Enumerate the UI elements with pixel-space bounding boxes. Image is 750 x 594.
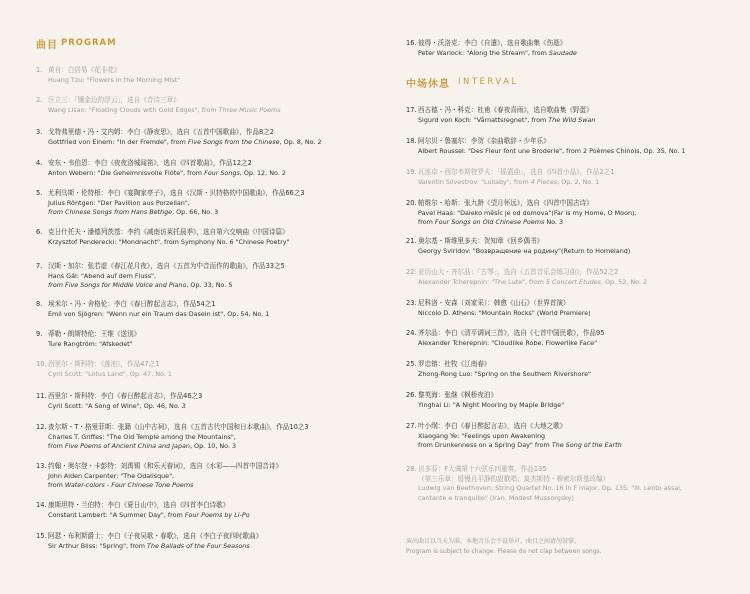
item-title-zh: 尤利乌斯・伦特根：李白《宴陶家亭子》，选自《汉斯・贝特格的中国歌曲》，作品66之3 <box>48 189 305 197</box>
item-text <box>48 228 388 247</box>
item-title-en-work: The Ballads of the Four Seasons <box>147 541 250 550</box>
item-title-en-text: Pavel Haas: "Daleko měsíc je od domova"(Far is my Home, O Moon), <box>418 208 637 217</box>
item-title-en <box>48 433 388 443</box>
program-item <box>36 423 388 452</box>
item-title-en-text: Peter Warlock: "Along the Stream", from <box>418 48 549 57</box>
item-text <box>48 532 388 551</box>
item-number: 8. <box>36 300 43 308</box>
item-title-en-work: Four Songs <box>204 168 240 177</box>
item-title-en-text: Charles T. Griffes: "The Old Temple among the Mountains", <box>48 432 236 441</box>
program-item <box>406 465 726 503</box>
program-item <box>36 96 388 115</box>
item-title-en <box>418 147 726 157</box>
item-title-zh: 阿尔贝・鲁塞尔：李贺《杂曲歌辞・少年乐》 <box>418 137 550 145</box>
item-number: 15. <box>36 532 47 540</box>
item-title-en-text: Niccolo D. Athens: "Mountain Rocks" (World Premiere) <box>418 308 591 317</box>
item-title-en <box>418 339 726 349</box>
item-text <box>418 137 726 156</box>
item-title-en <box>48 208 388 218</box>
item-number: 22. <box>406 268 417 276</box>
item-title-en-text: Xiaogang Ye: "Feelings upon Awakening <box>418 431 546 440</box>
item-title-zh: 康斯坦特・兰伯特：李白《夏日山中》，选自《四首李白诗歌》 <box>48 501 230 509</box>
item-title-en-text: Huang Tzu: "Flowers in the Morning Mist" <box>48 75 181 84</box>
item-text <box>418 360 726 379</box>
item-number: 16. <box>406 39 417 47</box>
item-number: 28. <box>406 465 417 473</box>
item-title-en-work: Four Poems by Li-Po <box>184 510 250 519</box>
item-number: 18. <box>406 137 417 145</box>
program-item <box>406 329 726 348</box>
item-number: 23. <box>406 299 417 307</box>
item-title-en-text: Yinghai Li: "A Night Mooring by Maple Bridge" <box>418 400 565 409</box>
item-title-zh: 黎英海：张继《枫桥夜泊》 <box>418 391 498 399</box>
program-item <box>406 39 726 58</box>
item-number: 4. <box>36 159 43 167</box>
item-title-en-work: The Song of the Earth <box>551 441 622 449</box>
item-title-en <box>418 116 726 126</box>
item-title-en <box>48 402 388 412</box>
program-item <box>406 237 726 256</box>
item-title-en <box>48 238 388 248</box>
item-title-en <box>418 401 726 411</box>
item-title-en-work: The Wild Swan <box>548 115 596 124</box>
program-item <box>36 360 388 379</box>
program-item <box>36 66 388 85</box>
item-title-zh: 罗忠镕：杜牧《江南春》 <box>418 360 491 368</box>
item-text <box>418 237 726 256</box>
item-title-zh: 汪立三：「镶金边的浮云」，选自《音诗三章》 <box>48 96 180 104</box>
item-number: 27. <box>406 422 417 430</box>
item-text <box>48 262 388 291</box>
item-title-en-text: cantante e tranquillo" (Iran. Modest Mussorgsky) <box>418 493 574 502</box>
program-item <box>36 300 388 319</box>
item-title-en <box>418 178 726 188</box>
item-title-zh: 西里尔・斯科特：《莲池》，作品47之1 <box>48 360 160 368</box>
program-item <box>406 391 726 410</box>
item-number: 25. <box>406 360 417 368</box>
item-title-en-opus: , Op. 66, No. 3 <box>172 208 219 216</box>
item-title-en-text: Sir Arthur Bliss: "Spring", from <box>48 541 148 550</box>
interval-heading <box>406 75 519 89</box>
item-title-en <box>418 370 726 380</box>
item-number: 13. <box>36 462 47 470</box>
item-text <box>48 189 388 218</box>
item-text <box>418 465 726 503</box>
program-item <box>406 137 726 156</box>
item-title-en <box>48 169 388 179</box>
item-number: 11. <box>36 392 47 400</box>
item-text <box>418 39 726 58</box>
item-title-en-opus: , Op. 8, No. 2 <box>279 137 322 146</box>
interval-title-en: INTERVAL <box>458 77 519 87</box>
item-title-en <box>418 247 726 257</box>
program-item <box>36 532 388 551</box>
item-title-en-text: from <box>418 218 435 226</box>
item-title-zh: 约翰・奥尔登・卡彭特：刘禹锡《和乐天春词》，选自《水彩——四首中国音诗》 <box>48 462 283 470</box>
item-title-zh: 汉斯・加尔：张若虚《春江花月夜》，选自《五首为中音而作的歌曲》，作品33之5 <box>48 262 285 270</box>
item-title-en <box>48 542 388 552</box>
item-title-en-work: from Chinese Songs from Hans Bethge <box>48 208 173 216</box>
item-title-en <box>418 441 726 451</box>
item-title-en <box>48 370 388 380</box>
program-title-en: PROGRAM <box>61 38 117 48</box>
item-title-en-text: Sigurd von Koch: "Vårnattsregnet", from <box>418 115 549 124</box>
item-title-en-opus: , Op. 33, No. 5 <box>186 281 233 289</box>
item-number: 12. <box>36 423 47 431</box>
program-item <box>36 228 388 247</box>
item-text <box>48 96 388 115</box>
item-title-en-text: Ture Rangtröm: "Afskedet" <box>48 339 133 348</box>
item-title-en-text: Anton Webern: "Die Geheimnisvolle Flöte", from <box>48 168 205 177</box>
item-text <box>48 462 388 491</box>
item-title-en-work: 4 Pieces <box>530 177 558 186</box>
item-number: 5. <box>36 189 43 197</box>
item-text <box>418 199 726 228</box>
item-title-zh: 贝多芬：F大调第十六弦乐四重奏，作品135 <box>418 465 547 473</box>
item-text <box>418 422 726 451</box>
item-title-en-text: Wang Lisan: "Floating Clouds with Gold Edges", from <box>48 105 219 114</box>
item-title-en-opus: , Op. 10, No. 3 <box>189 442 237 450</box>
item-title-en <box>48 106 388 116</box>
item-number: 24. <box>406 329 417 337</box>
item-title-en <box>48 481 388 491</box>
item-title-en-text: Alexander Tcherepnin: "The Lute", from <box>418 277 546 286</box>
item-title-en-text: Alexander Tcherepnin: "Cloudlike Robe, Flowerlike Face" <box>418 338 598 347</box>
program-item <box>36 262 388 291</box>
item-title-en <box>48 281 388 291</box>
item-number: 26. <box>406 391 417 399</box>
item-title-en-text: from <box>48 481 65 489</box>
item-title-en-text: Emil von Sjögren: "Wenn nur ein Traum das Dasein ist", Op. 54, No. 1 <box>48 309 270 318</box>
item-title-en-text: Krzysztof Penderecki: "Mondnacht", from Symphony No. 6 "Chinese Poetry" <box>48 237 290 246</box>
program-item <box>406 268 726 287</box>
item-title-en-text: Valentin Silvestrov: "Lullaby", from <box>418 177 531 186</box>
item-title-en-work: Water-colors - Four Chinese Tone Poems <box>64 481 194 489</box>
item-title-en <box>48 310 388 320</box>
program-item <box>406 168 726 187</box>
item-title-en <box>48 138 388 148</box>
item-text <box>418 299 726 318</box>
program-item <box>406 106 726 125</box>
item-title-en-text: Constant Lambert: "A Summer Day", from <box>48 510 185 519</box>
item-number: 14. <box>36 501 47 509</box>
item-title-zh: 齐尔品：李白《清平调词三首》，选自《七首中国民歌》，作品95 <box>418 329 605 337</box>
item-title-en-text: Georgy Sviridov: "Возвращение на родину"(Return to Homeland) <box>418 246 631 255</box>
item-title-zh: 尼科洛・安森（刘家采）：韩愈《山石》（世界首演） <box>418 299 570 307</box>
item-number: 1. <box>36 66 43 74</box>
item-number: 21. <box>406 237 417 245</box>
item-title-en-text: from Drunkenness on a Spring Day" from <box>418 441 552 449</box>
item-text <box>48 392 388 411</box>
item-title-en <box>418 209 726 219</box>
item-number: 2. <box>36 96 43 104</box>
item-title-en-work: Four Songs on Old Chinese Poems <box>434 218 545 226</box>
item-title-zh: 西里尔・斯科特：李白《春日醉起言志》，作品46之3 <box>48 392 203 400</box>
item-title-en <box>48 199 388 209</box>
item-title-en-opus: No. 3 <box>544 218 564 226</box>
item-title-en <box>48 472 388 482</box>
program-item <box>36 189 388 218</box>
item-title-zh: 亚历山大・齐尔品：「古琴」，选自《五首音乐会练习曲》，作品52之2 <box>418 268 619 276</box>
item-title-en-opus: , Op. 12, No. 2 <box>239 168 286 177</box>
item-title-en <box>48 340 388 350</box>
program-item <box>36 128 388 147</box>
item-title-zh: 彼得・沃洛克：李白《自遣》，选自歌曲集《伤逝》 <box>418 39 567 47</box>
program-item <box>406 299 726 318</box>
item-title-en-work: Five Songs from the Chinese <box>187 137 280 146</box>
item-text <box>418 329 726 348</box>
item-title-en-opus: , Op. 2, No. 1 <box>557 177 600 186</box>
item-number: 10. <box>36 360 47 368</box>
item-title-en-opus: , Op. 52, No. 2 <box>600 277 648 286</box>
item-title-en-work: Three Music Poems <box>218 105 281 114</box>
item-title-en <box>48 442 388 452</box>
item-title-en-text: from <box>48 442 65 450</box>
item-title-en-text: John Alden Carpenter: "The Odalisque", <box>48 471 175 480</box>
item-number: 19. <box>406 168 417 176</box>
item-text <box>48 360 388 379</box>
item-title-en-text: Hans Gál: "Abend auf dem Fluss", <box>48 271 157 280</box>
item-number: 7. <box>36 262 43 270</box>
item-title-zh: 戈特弗里德・冯・艾内姆：李白《静夜思》，选自《五首中国歌曲》，作品8之2 <box>48 128 274 136</box>
item-number: 6. <box>36 228 43 236</box>
item-text <box>418 168 726 187</box>
item-text <box>418 106 726 125</box>
item-title-en <box>418 309 726 319</box>
program-item <box>36 392 388 411</box>
program-title-zh: 曲目 <box>36 39 58 51</box>
item-title-en-text: Julius Röntgen: "Der Pavillion aus Porzellan", <box>48 198 190 207</box>
program-item <box>36 330 388 349</box>
item-title-zh: 查尔斯・T・格里菲斯：张籍《山中古祠》，选自《五首古代中国和日本歌曲》，作品10之3 <box>48 423 309 431</box>
item-number: 17. <box>406 106 417 114</box>
item-title-en <box>418 218 726 228</box>
item-title-en-text: Albert Roussel: "Des Fleur font une Broderie", from 2 Poèmes Chinois, Op. 35, No. 1 <box>418 146 686 155</box>
item-text <box>48 501 388 520</box>
item-title-en-work: Five Poems of Ancient China and Japan <box>64 442 190 450</box>
footer-note-en: Program is subject to change. Please do not clap between songs. <box>406 548 602 555</box>
program-heading <box>36 36 117 50</box>
item-subtitle-zh: （第三乐章：缓慢且平静的甜歌唱；莫杰斯特・穆索尔斯基改编） <box>418 474 610 483</box>
item-title-zh: 黄自：白居易《花非花》 <box>48 66 121 74</box>
item-title-zh: 蒂勒・朗斯特伦：王维《送别》 <box>48 330 141 338</box>
item-title-en <box>48 511 388 521</box>
program-item <box>36 501 388 520</box>
item-title-en <box>48 272 388 282</box>
item-title-en <box>418 484 726 494</box>
item-title-en-work: from Five Songs for Middle Voice and Piano <box>48 281 187 289</box>
item-number: 20. <box>406 199 417 207</box>
item-text <box>418 391 726 410</box>
item-text <box>48 159 388 178</box>
item-title-en-work: 5 Concert Etudes <box>545 277 601 286</box>
item-title-zh: 安东・韦伯恩：李白《夜夜洛城闻笛》，选自《四首歌曲》，作品12之2 <box>48 159 252 167</box>
item-title-zh: 克日什托夫・潘德列茨基：李约《减南访莱托晨季》，选自第六交响曲《中国诗篇》 <box>48 228 289 236</box>
item-title-en-text: Gottfried von Einem: "In der Fremde", from <box>48 137 188 146</box>
item-number: 3. <box>36 128 43 136</box>
item-title-zh: 瓦连京・西尔韦斯特罗夫：「摇篮曲」，选自《四首小品》，作品2之1 <box>418 168 615 176</box>
interval-title-zh: 中场休息 <box>406 78 450 90</box>
program-item <box>36 159 388 178</box>
item-title-en-text: Cyril Scott: "Lotus Land", Op. 47, No. 1 <box>48 369 172 378</box>
item-title-zh: 叶小纲：李白《春日醉起言志》，选自《大地之歌》 <box>418 422 567 430</box>
item-title-en-text: Cyril Scott: "A Song of Wine", Op. 46, No. 3 <box>48 401 186 410</box>
item-title-en <box>418 432 726 442</box>
program-item <box>406 422 726 451</box>
program-item <box>36 462 388 491</box>
item-title-zh: 西古德・冯・科克：杜甫《春夜喜雨》，选自歌曲集《野蛋》 <box>418 106 593 114</box>
item-title-zh: 帕维尔・哈斯：张九龄《望月怀远》，选自《四首中国古诗》 <box>418 199 593 207</box>
item-title-en-text: Zhong-Rong Luo: "Spring on the Southern Rivershore" <box>418 369 591 378</box>
item-title-en <box>418 49 726 59</box>
item-title-en <box>418 278 726 288</box>
program-item <box>406 199 726 228</box>
item-title-en <box>48 76 388 86</box>
item-title-zh: 阿瑟・布利斯爵士：李白《子夜吴歌・春歌》，选自《李白子夜四时歌曲》 <box>48 532 263 540</box>
item-text <box>48 128 388 147</box>
item-number: 9. <box>36 330 43 338</box>
footer-note <box>406 537 726 557</box>
footer-note-zh: 演出曲目以当天为准，本地音乐会不设举声，曲目之间请勿鼓掌。 <box>406 538 581 545</box>
item-text <box>48 423 388 452</box>
item-title-en-work: Saudade <box>548 48 577 57</box>
item-text <box>418 268 726 287</box>
program-item <box>406 360 726 379</box>
item-title-zh: 奥尔基・斯维里多夫：贺知章《回乡偶书》 <box>418 237 544 245</box>
item-title-en-text: Ludwig van Beethoven: String Quartet No. 16 in F major, Op. 135: "III. Lento assai, <box>418 484 683 492</box>
item-text <box>48 300 388 319</box>
item-text <box>48 330 388 349</box>
item-title-en <box>418 494 726 504</box>
item-text <box>48 66 388 85</box>
item-title-zh: 埃米尔・冯・舍格伦：李白《春日醉起言志》，作品54之1 <box>48 300 216 308</box>
